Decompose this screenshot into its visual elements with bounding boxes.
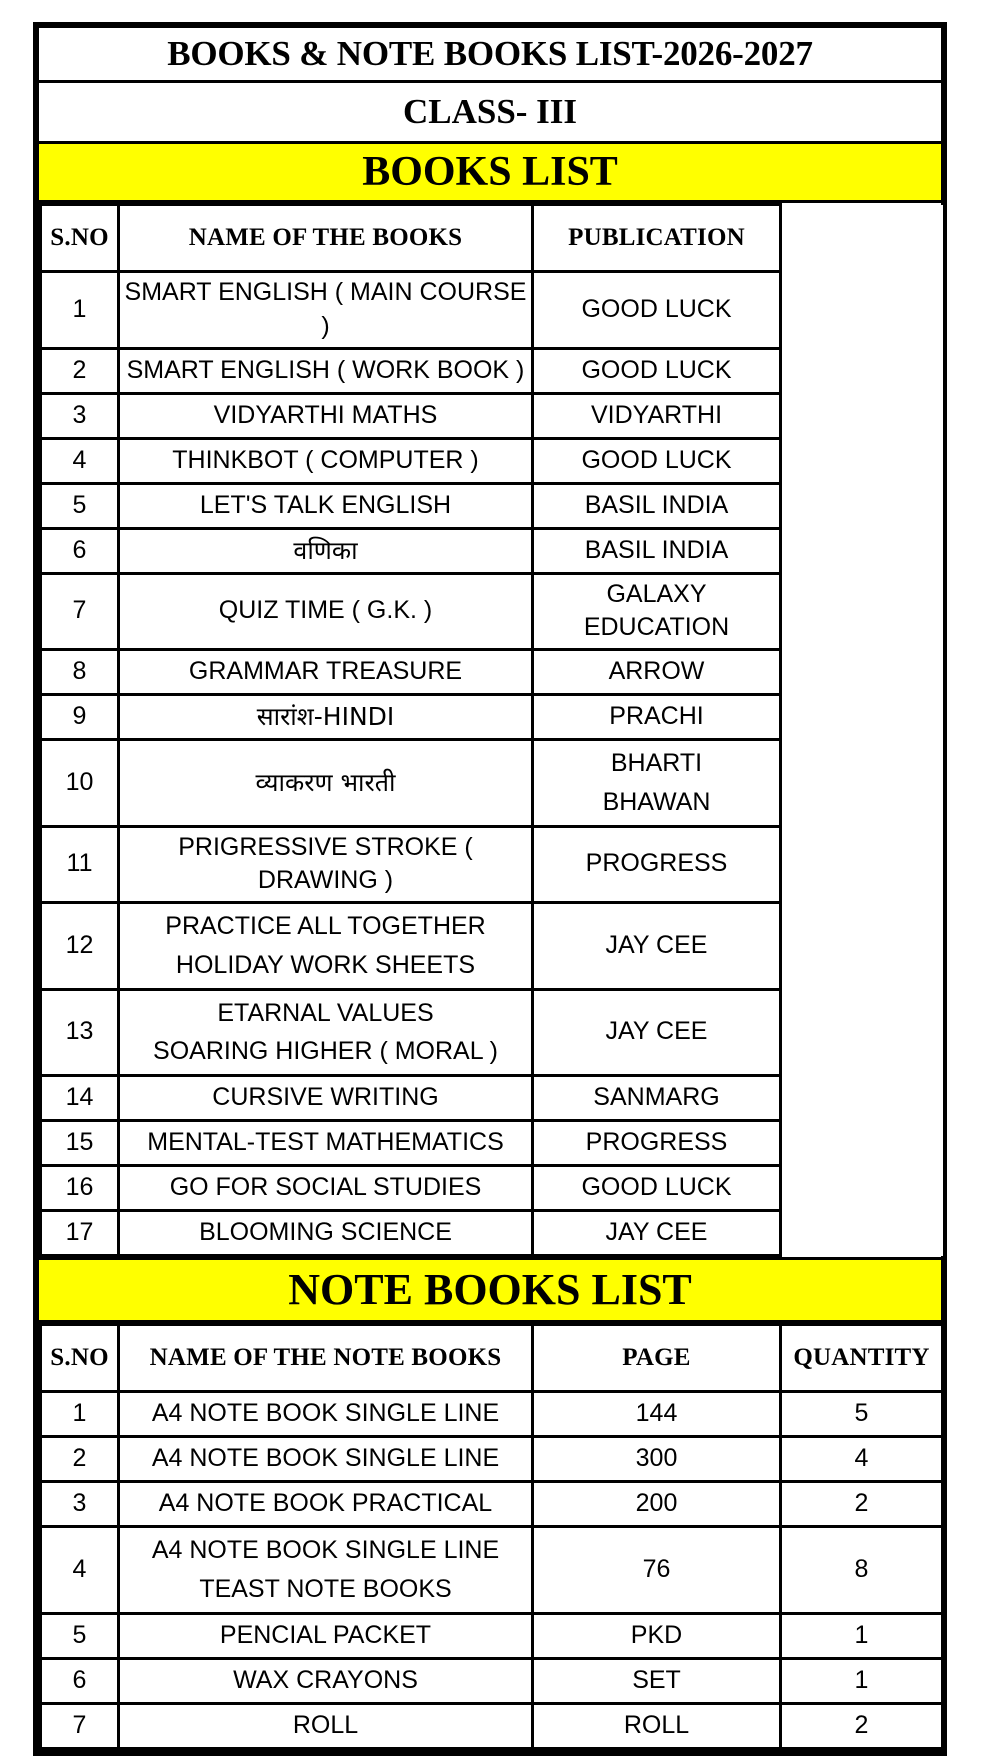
- book-sno: 1: [41, 272, 119, 349]
- book-sno: 2: [41, 348, 119, 393]
- book-sno: 7: [41, 573, 119, 650]
- book-publication: JAY CEE: [533, 903, 781, 990]
- book-sno: 8: [41, 650, 119, 695]
- book-name: [119, 989, 533, 1076]
- book-extra: [781, 1076, 943, 1121]
- notebook-page: 300: [533, 1437, 781, 1482]
- table-row: [41, 826, 943, 903]
- notebook-name-line-1: A4 NOTE BOOK SINGLE LINE: [151, 1536, 500, 1564]
- table-row: [41, 1527, 943, 1614]
- table-row: [41, 438, 943, 483]
- book-sno: 15: [41, 1121, 119, 1166]
- table-row: [41, 528, 943, 573]
- book-extra: [781, 272, 943, 349]
- notebook-name: A4 NOTE BOOK SINGLE LINE: [119, 1392, 533, 1437]
- book-publication: GOOD LUCK: [533, 438, 781, 483]
- book-name: GO FOR SOCIAL STUDIES: [119, 1166, 533, 1211]
- book-sno: 4: [41, 438, 119, 483]
- book-name: PRIGRESSIVE STROKE ( DRAWING ): [119, 826, 533, 903]
- table-row: [41, 1392, 943, 1437]
- book-publication: SANMARG: [533, 1076, 781, 1121]
- book-publication: GOOD LUCK: [533, 272, 781, 349]
- table-row: [41, 989, 943, 1076]
- book-extra: [781, 438, 943, 483]
- book-sno: 3: [41, 393, 119, 438]
- book-publication: PRACHI: [533, 695, 781, 740]
- book-name: [119, 903, 533, 990]
- notebook-quantity: 1: [781, 1658, 943, 1703]
- notebook-name: A4 NOTE BOOK SINGLE LINE: [119, 1437, 533, 1482]
- notebook-quantity: 8: [781, 1527, 943, 1614]
- table-row: [41, 695, 943, 740]
- notebooks-header-page: PAGE: [533, 1325, 781, 1392]
- book-sno: 14: [41, 1076, 119, 1121]
- book-publication: PROGRESS: [533, 826, 781, 903]
- notebook-sno: 3: [41, 1482, 119, 1527]
- book-extra: [781, 989, 943, 1076]
- book-sno: 16: [41, 1166, 119, 1211]
- book-publication: BASIL INDIA: [533, 483, 781, 528]
- notebook-name: [119, 1527, 533, 1614]
- notebook-name: WAX CRAYONS: [119, 1658, 533, 1703]
- table-row: [41, 903, 943, 990]
- book-publication: JAY CEE: [533, 1211, 781, 1256]
- book-extra: [781, 826, 943, 903]
- notebook-name: ROLL: [119, 1703, 533, 1748]
- notebook-name: PENCIAL PACKET: [119, 1613, 533, 1658]
- notebooks-list-banner: NOTE BOOKS LIST: [39, 1259, 941, 1322]
- table-row: [41, 348, 943, 393]
- books-table: [39, 203, 943, 1257]
- notebook-sno: 1: [41, 1392, 119, 1437]
- notebooks-header-row: [41, 1325, 943, 1392]
- book-sno: 12: [41, 903, 119, 990]
- book-extra: [781, 528, 943, 573]
- notebook-sno: 5: [41, 1613, 119, 1658]
- book-name: THINKBOT ( COMPUTER ): [119, 438, 533, 483]
- notebook-page: 144: [533, 1392, 781, 1437]
- book-sno: 6: [41, 528, 119, 573]
- books-header-sno: S.NO: [41, 205, 119, 272]
- books-header-name: NAME OF THE BOOKS: [119, 205, 533, 272]
- document-title-row: [39, 28, 941, 82]
- table-row: [41, 1121, 943, 1166]
- table-row: [41, 650, 943, 695]
- book-sno: 13: [41, 989, 119, 1076]
- notebook-quantity: 2: [781, 1482, 943, 1527]
- header-table: [39, 28, 941, 203]
- book-publication: GOOD LUCK: [533, 348, 781, 393]
- notebook-sno: 7: [41, 1703, 119, 1748]
- book-extra: [781, 348, 943, 393]
- book-name: व्याकरण भारती: [119, 740, 533, 827]
- book-extra: [781, 650, 943, 695]
- table-row: [41, 1211, 943, 1256]
- book-publication: [533, 740, 781, 827]
- book-sno: 11: [41, 826, 119, 903]
- page-title: BOOKS & NOTE BOOKS LIST-2026-2027: [39, 28, 941, 82]
- book-name: QUIZ TIME ( G.K. ): [119, 573, 533, 650]
- book-extra: [781, 1166, 943, 1211]
- notebook-sno: 2: [41, 1437, 119, 1482]
- table-row: [41, 1166, 943, 1211]
- books-header-extra: [781, 205, 943, 272]
- book-extra: [781, 393, 943, 438]
- book-list-sheet: [33, 22, 947, 1756]
- table-row: [41, 1076, 943, 1121]
- book-sno: 17: [41, 1211, 119, 1256]
- book-extra: [781, 1121, 943, 1166]
- books-header-publication: PUBLICATION: [533, 205, 781, 272]
- books-list-banner-row: [39, 143, 941, 202]
- notebook-quantity: 5: [781, 1392, 943, 1437]
- notebook-page: PKD: [533, 1613, 781, 1658]
- book-publication: ARROW: [533, 650, 781, 695]
- notebook-quantity: 1: [781, 1613, 943, 1658]
- book-publication: VIDYARTHI: [533, 393, 781, 438]
- notebook-page: 200: [533, 1482, 781, 1527]
- book-publication: GOOD LUCK: [533, 1166, 781, 1211]
- book-extra: [781, 483, 943, 528]
- book-name: SMART ENGLISH ( MAIN COURSE ): [119, 272, 533, 349]
- notebook-page: SET: [533, 1658, 781, 1703]
- book-extra: [781, 740, 943, 827]
- notebook-quantity: 2: [781, 1703, 943, 1748]
- notebook-page: 76: [533, 1527, 781, 1614]
- book-publication: GALAXY EDUCATION: [533, 573, 781, 650]
- book-publication-line-2: BHAWAN: [602, 787, 711, 816]
- book-name-line-2: SOARING HIGHER ( MORAL ): [153, 1037, 498, 1066]
- table-row: [41, 1437, 943, 1482]
- book-name: वणिका: [119, 528, 533, 573]
- notebook-sno: 4: [41, 1527, 119, 1614]
- book-name-line-2: HOLIDAY WORK SHEETS: [175, 950, 476, 979]
- notebooks-header-sno: S.NO: [41, 1325, 119, 1392]
- table-row: [41, 740, 943, 827]
- notebooks-header-quantity: QUANTITY: [781, 1325, 943, 1392]
- book-name: VIDYARTHI MATHS: [119, 393, 533, 438]
- notebooks-table: [39, 1323, 944, 1750]
- book-extra: [781, 1211, 943, 1256]
- table-row: [41, 1482, 943, 1527]
- book-name: MENTAL-TEST MATHEMATICS: [119, 1121, 533, 1166]
- notebooks-header-name: NAME OF THE NOTE BOOKS: [119, 1325, 533, 1392]
- notebooks-list-banner-row: [39, 1259, 941, 1322]
- table-row: [41, 573, 943, 650]
- book-name: GRAMMAR TREASURE: [119, 650, 533, 695]
- book-name: SMART ENGLISH ( WORK BOOK ): [119, 348, 533, 393]
- notebook-name-line-2: TEAST NOTE BOOKS: [199, 1574, 452, 1603]
- book-publication: JAY CEE: [533, 989, 781, 1076]
- book-name: BLOOMING SCIENCE: [119, 1211, 533, 1256]
- book-publication: BASIL INDIA: [533, 528, 781, 573]
- table-row: [41, 272, 943, 349]
- table-row: [41, 1658, 943, 1703]
- book-name: LET'S TALK ENGLISH: [119, 483, 533, 528]
- table-row: [41, 1613, 943, 1658]
- notebooks-banner-table: [39, 1257, 941, 1323]
- book-name: सारांश-HINDI: [119, 695, 533, 740]
- book-sno: 9: [41, 695, 119, 740]
- table-row: [41, 393, 943, 438]
- notebook-sno: 6: [41, 1658, 119, 1703]
- books-header-row: [41, 205, 943, 272]
- notebook-name: A4 NOTE BOOK PRACTICAL: [119, 1482, 533, 1527]
- class-row: [39, 82, 941, 143]
- book-name-line-1: PRACTICE ALL TOGETHER: [165, 912, 486, 940]
- book-extra: [781, 903, 943, 990]
- table-row: [41, 483, 943, 528]
- book-name-line-1: ETARNAL VALUES: [217, 998, 434, 1027]
- book-sno: 5: [41, 483, 119, 528]
- book-sno: 10: [41, 740, 119, 827]
- book-publication: PROGRESS: [533, 1121, 781, 1166]
- table-row: [41, 1703, 943, 1748]
- class-label: CLASS- III: [39, 82, 941, 143]
- notebook-quantity: 4: [781, 1437, 943, 1482]
- book-extra: [781, 695, 943, 740]
- book-extra: [781, 573, 943, 650]
- book-name: CURSIVE WRITING: [119, 1076, 533, 1121]
- book-publication-line-1: BHARTI: [610, 749, 703, 777]
- books-list-banner: BOOKS LIST: [39, 143, 941, 202]
- notebook-page: ROLL: [533, 1703, 781, 1748]
